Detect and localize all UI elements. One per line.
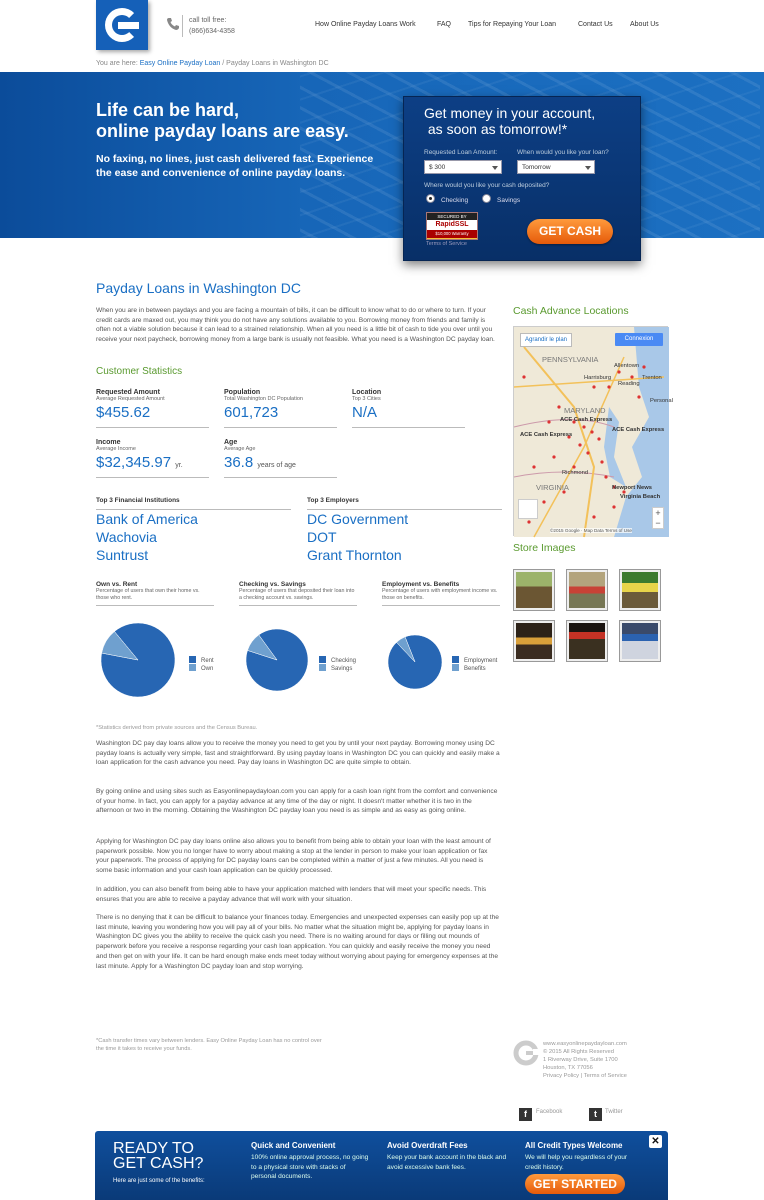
intro-text: When you are in between paydays and you are facing a mountain of bills, it can be difficult to know what to do or where to turn. If your credit cards are maxed out, you may think you do not have any solutions available to you. Borrowing money from friends and family is often not a viable solution because it can lead to a strained relationship. When all you need is a little bit of cash to tide you over until you receive your next paycheck, borrowing money from a large bank is usually not feasible. What you need is a Washington DC payday loan. (96, 307, 495, 344)
pie-checking-savings: Checking vs. Savings Percentage of users that deposited their loan into a checking account vs. savings. (239, 581, 357, 606)
toll-free (182, 15, 235, 37)
breadcrumb-separator: / (222, 60, 225, 67)
footer-logo-icon (513, 1040, 539, 1066)
footer-copyright: © 2015 All Rights Reserved (543, 1049, 614, 1055)
savings-label: Savings (497, 197, 521, 204)
amount-label: Requested Loan Amount: (424, 149, 498, 156)
hero-title: Life can be hard, online payday loans are easy. (96, 100, 349, 141)
nav-tips[interactable]: Tips for Repaying Your Loan (468, 21, 557, 28)
benefit-title: Quick and Convenient (251, 1141, 336, 1150)
footer-site[interactable]: www.easyonlinepaydayloan.com (543, 1041, 627, 1047)
breadcrumb-home[interactable]: Easy Online Payday Loan (139, 60, 221, 67)
deposit-label: Where would you like your cash deposited? (424, 182, 550, 189)
checking-radio[interactable] (426, 194, 435, 203)
pie-legend: Checking Savings (319, 656, 356, 672)
chevron-down-icon (585, 166, 591, 170)
body-paragraph: Applying for Washington DC pay day loans online also allows you to benefit from being able to obtain your loan with the least amount of paperwork possible. Now you no longer have to worry about making a stop at the lender in person to make your loan application or fax your paperwork. The process of applying for DC payday loans can be completed within a matter of just a few minutes. All you need is some basic information and your cash loan application can be quickly processed. (96, 838, 491, 875)
when-label: When would you like your loan? (517, 149, 609, 156)
body-paragraph: There is no denying that it can be difficult to balance your finances today. Emergencies and unexpected expenses can easily pop up at the last minute, leaving you wondering how you will pay all of your bills. No matter what the situation might be, applying for payday loans in Washington DC gives you the ability to receive the quick cash you need. There is no waiting around for days or filling out mounds of paperwork before you receive a response regarding your cash loan application. You can quickly and easily receive the money you need and then get on with your life. It can be hard enough make ends meet today without worrying about paying for emergency expenses at the last minute. Apply for a Washington DC payday loan and stop worrying. (96, 914, 499, 970)
get-started-button[interactable]: GET STARTED (525, 1174, 625, 1194)
map-zoom-control[interactable] (518, 499, 538, 519)
stats-note: *Statistics derived from private sources and the Census Bureau. (96, 725, 258, 731)
stat-population: Population Total Washington DC Population 601,723 (224, 389, 337, 428)
nav-about[interactable]: About Us (630, 21, 659, 28)
nav-how-it-works[interactable]: How Online Payday Loans Work (315, 21, 416, 28)
site-header (0, 0, 764, 58)
breadcrumb-prefix: You are here: (96, 60, 138, 67)
benefit-text: We will help you regardless of your credit history. (525, 1154, 628, 1171)
institution-item: Suntrust (96, 547, 149, 563)
body-paragraph: In addition, you can also benefit from being able to have your application matched with lenders that will meet your specific needs. This ensures that you are able to receive a payday advance that will work with your situation. (96, 886, 487, 903)
employer-item: Grant Thornton (307, 547, 402, 563)
rapidssl-badge[interactable]: SECURED BY RapidSSL $10,000 Warranty (426, 212, 478, 240)
banner-sub: Here are just some of the benefits: (113, 1178, 205, 1184)
stores-title: Store Images (513, 542, 576, 554)
facebook-link[interactable]: Facebook (536, 1109, 563, 1115)
store-image[interactable] (619, 569, 661, 611)
breadcrumb-current: Payday Loans in Washington DC (226, 60, 329, 67)
chevron-down-icon (492, 166, 498, 170)
banner-headline: READY TO GET CASH? (113, 1140, 204, 1172)
enlarge-map-button[interactable]: Agrandir le plan (520, 333, 572, 347)
form-title: Get money in your account, as soon as tomorrow!* (424, 105, 596, 137)
stats-title: Customer Statistics (96, 366, 183, 377)
checking-label: Checking (441, 197, 469, 204)
map-title: Cash Advance Locations (513, 305, 629, 317)
benefit-text: 100% online approval process, no going to a physical store with stacks of personal documents. (251, 1154, 369, 1180)
when-select[interactable]: Tomorrow (517, 160, 595, 174)
facebook-icon[interactable]: f (519, 1108, 532, 1121)
body-paragraph: Washington DC pay day loans allow you to receive the money you need to get you by until your next payday. Borrowing money using DC payday loans is actually very simple, fast and straightforward. By using payday loans in Washington DC you can quickly and easily make a loan application for the cash advance you need. Pay day loans in Washington DC are quite simple to obtain. (96, 740, 500, 767)
stat-income: Income Average Income $32,345.97 yr. (96, 439, 209, 478)
pie-own-rent: Own vs. Rent Percentage of users that own their home vs. those who rent. (96, 581, 214, 606)
map-footer: ©2015 Google · Map Data Terms of Use (550, 528, 632, 533)
connexion-button[interactable]: Connexion (615, 333, 663, 346)
stat-location: Location Top 3 Cities N/A (352, 389, 465, 428)
store-image[interactable] (566, 569, 608, 611)
get-cash-button[interactable]: GET CASH (527, 219, 613, 244)
footer-address: 1 Riverway Drive, Suite 1700 (543, 1057, 618, 1063)
store-image[interactable] (513, 569, 555, 611)
top-employers: Top 3 Employers DC Government DOT Grant Thornton (307, 497, 502, 564)
store-image[interactable] (513, 620, 555, 662)
nav-contact[interactable]: Contact Us (578, 21, 613, 28)
pie-legend: Rent Own (189, 656, 214, 672)
pie-legend: Employment Benefits (452, 656, 497, 672)
store-image[interactable] (619, 620, 661, 662)
employer-item: DOT (307, 529, 337, 545)
savings-radio[interactable] (482, 194, 491, 203)
footer-links[interactable]: Privacy Policy | Terms of Service (543, 1073, 627, 1079)
ready-banner (95, 1131, 668, 1200)
institution-item: Bank of America (96, 511, 198, 527)
employer-item: DC Government (307, 511, 409, 527)
nav-faq[interactable]: FAQ (437, 21, 452, 28)
store-image[interactable] (566, 620, 608, 662)
institution-item: Wachovia (96, 529, 157, 545)
benefit-text: Keep your bank account in the black and avoid excessive bank fees. (387, 1154, 507, 1171)
transfer-note: *Cash transfer times vary between lenders. Easy Online Payday Loan has no control over the time it takes to receive your funds. (96, 1038, 322, 1052)
call-label: call toll free: (189, 17, 227, 24)
body-paragraph: By going online and using sites such as Easyonlinepaydayloan.com you can apply for a cash loan right from the comfort and convenience of your home. In fact, you can apply for a payday advance at any time of the day or night. It doesn't matter whether it is two in the afternoon or two in the morning. Obtaining the Washington DC payday loan you need is as simple and as easy as going online. (96, 788, 498, 815)
twitter-icon[interactable]: t (589, 1108, 602, 1121)
stat-age: Age Average Age 36.8 years of age (224, 439, 337, 478)
footer-address: Houston, TX 77056 (543, 1065, 593, 1071)
page-title: Payday Loans in Washington DC (96, 280, 301, 296)
amount-select[interactable]: $ 300 (424, 160, 502, 174)
zoom-buttons[interactable]: + − (652, 507, 664, 529)
twitter-link[interactable]: Twitter (605, 1109, 623, 1115)
terms-link[interactable]: Terms of Service (426, 241, 467, 247)
benefit-title: Avoid Overdraft Fees (387, 1141, 468, 1150)
stat-requested-amount: Requested Amount Average Requested Amount $455.62 (96, 389, 209, 428)
hero-banner (0, 72, 764, 238)
pie-employment-benefits: Employment vs. Benefits Percentage of users with employment income vs. those on benefits. (382, 581, 500, 606)
phone-icon (166, 17, 180, 31)
close-icon[interactable]: ✕ (649, 1135, 662, 1148)
hero-subtitle: No faxing, no lines, just cash delivered fast. Experience the ease and convenience of online payday loans. (96, 153, 374, 179)
site-logo[interactable] (96, 0, 148, 50)
footer-info (543, 1040, 627, 1080)
loan-form (403, 96, 641, 261)
breadcrumb (96, 60, 329, 67)
benefit-title: All Credit Types Welcome (525, 1141, 623, 1150)
top-institutions: Top 3 Financial Institutions Bank of America Wachovia Suntrust (96, 497, 291, 564)
locations-map[interactable] (513, 326, 673, 536)
map-labels: PENNSYLVANIA Allentown Harrisburg Reading Trenton Personal MARYLAND ACE Cash Express ACE Cash Express ACE Cash Express Richmond VIRGINIA Newport News Virginia Beach (520, 355, 673, 500)
phone-number[interactable]: (866)634-4358 (189, 28, 235, 35)
